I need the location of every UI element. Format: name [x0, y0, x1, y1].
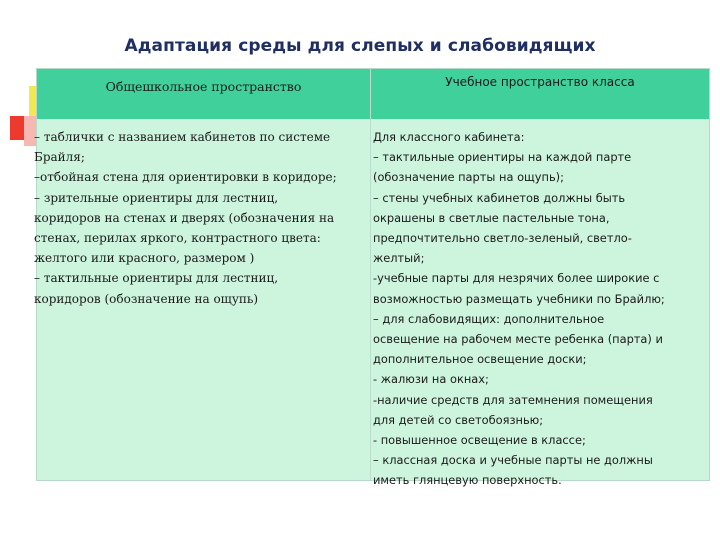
list-item: предпочтительно светло-зеленый, светло- [373, 231, 632, 246]
list-item: коридоров (обозначение на ощупь) [34, 291, 259, 306]
list-item: возможностью размещать учебники по Брайлю; [373, 291, 665, 306]
list-item: – стены учебных кабинетов должны быть [373, 190, 626, 205]
page-title: Адаптация среды для слепых и слабовидящих [124, 36, 596, 56]
list-item: – таблички с названием кабинетов по системе [34, 130, 331, 144]
list-item: – тактильные ориентиры для лестниц, [34, 271, 279, 286]
list-item: –отбойная стена для ориентировки в коридоре; [34, 170, 337, 185]
list-item: желтый; [373, 251, 425, 266]
school-space-column [34, 127, 368, 309]
list-item: -учебные парты для незрячих более широкие с [373, 271, 660, 286]
list-item: дополнительное освещение доски; [373, 352, 587, 367]
header-school-space: Общешкольное пространство [105, 79, 302, 94]
list-item: стенах, перилах яркого, контрастного цвета: [34, 231, 321, 246]
list-item: – тактильные ориентиры на каждой парте [373, 150, 632, 165]
list-item: - повышенное освещение в классе; [373, 433, 586, 448]
class-space-column [373, 127, 707, 491]
list-item: освещение на рабочем месте ребенка (парта) и [373, 332, 663, 347]
list-item: коридоров на стенах и дверях (обозначения на [34, 210, 335, 225]
list-item: – зрительные ориентиры для лестниц, [34, 190, 279, 205]
list-item: - жалюзи на окнах; [373, 372, 489, 387]
list-item: -наличие средств для затемнения помещения [373, 392, 653, 407]
list-item: иметь глянцевую поверхность. [373, 473, 562, 488]
list-item: – классная доска и учебные парты не должны [373, 453, 653, 468]
list-item: (обозначение парты на ощупь); [373, 170, 564, 185]
column-divider [370, 69, 371, 480]
header-class-space: Учебное пространство класса [445, 75, 635, 89]
list-item: окрашены в светлые пастельные тона, [373, 210, 610, 225]
comparison-table [34, 68, 710, 488]
list-item: Для классного кабинета: [373, 130, 525, 144]
list-item: – для слабовидящих: дополнительное [373, 311, 605, 326]
list-item: для детей со светобоязнью; [373, 412, 544, 427]
list-item: желтого или красного, размером ) [34, 251, 255, 266]
list-item: Брайля; [34, 150, 85, 165]
